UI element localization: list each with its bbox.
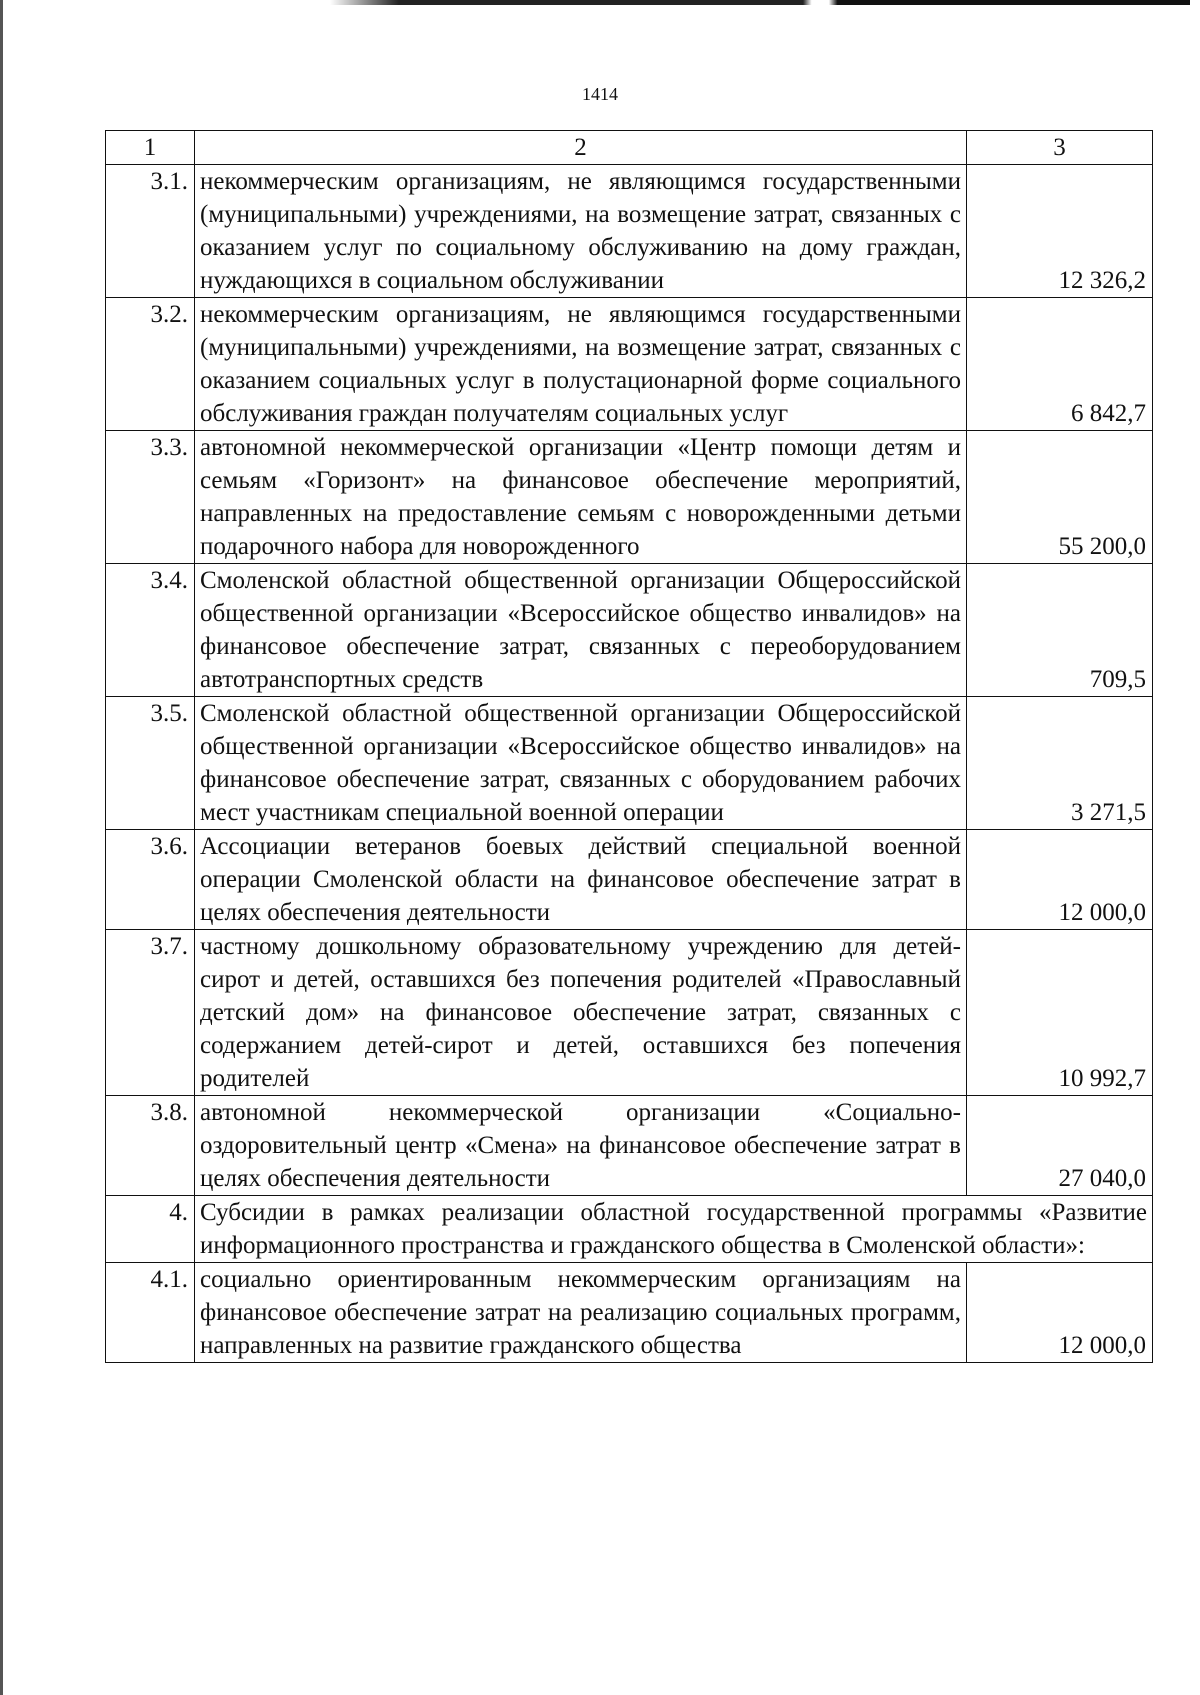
row-number: 3.8. [106,1096,195,1196]
scan-left-border [0,0,3,1695]
row-description: автономной некоммерческой организации «Центр помощи детям и семьям «Горизонт» на финансовое обеспечение мероприятий, направленных на предоставление семьям с новорожденными детьми подарочного набора для новорожденного [195,431,967,564]
row-amount: 12 326,2 [967,165,1153,298]
row-number: 4.1. [106,1263,195,1363]
row-description: Смоленской областной общественной организации Общероссийской общественной организации «Всероссийское общество инвалидов» на финансовое обеспечение затрат, связанных с переоборудованием автотранспортных средств [195,564,967,697]
column-header-2: 2 [195,131,967,165]
table-row [106,1096,1153,1196]
section-number: 4. [106,1196,195,1263]
table-row [106,697,1153,830]
row-description: некоммерческим организациям, не являющимся государственными (муниципальными) учреждениями, на возмещение затрат, связанных с оказанием социальных услуг в полустационарной форме социального обслуживания граждан получателям социальных услуг [195,298,967,431]
row-amount: 12 000,0 [967,830,1153,930]
row-description: частному дошкольному образовательному учреждению для детей-сирот и детей, оставшихся без попечения родителей «Православный детский дом» на финансовое обеспечение затрат, связанных с содержанием детей-сирот и детей, оставшихся без попечения родителей [195,930,967,1096]
row-description: Ассоциации ветеранов боевых действий специальной военной операции Смоленской области на финансовое обеспечение затрат в целях обеспечения деятельности [195,830,967,930]
table-row [106,298,1153,431]
table-section-row [106,1196,1153,1263]
scan-edge-line [330,0,1190,5]
section-description: Субсидии в рамках реализации областной государственной программы «Развитие информационного пространства и гражданского общества в Смоленской области»: [195,1196,1153,1263]
table-row [106,431,1153,564]
table-header-row [106,131,1153,165]
row-number: 3.6. [106,830,195,930]
row-amount: 10 992,7 [967,930,1153,1096]
row-amount: 55 200,0 [967,431,1153,564]
row-number: 3.2. [106,298,195,431]
page-number: 1414 [582,84,618,104]
row-description: некоммерческим организациям, не являющимся государственными (муниципальными) учреждениями, на возмещение затрат, связанных с оказанием услуг по социальному обслуживанию на дому граждан, нуждающихся в социальном обслуживании [195,165,967,298]
table-row [106,564,1153,697]
table-row [106,830,1153,930]
table-row [106,165,1153,298]
row-amount: 27 040,0 [967,1096,1153,1196]
row-amount: 6 842,7 [967,298,1153,431]
row-number: 3.5. [106,697,195,830]
row-number: 3.3. [106,431,195,564]
table-row [106,930,1153,1096]
row-description: Смоленской областной общественной организации Общероссийской общественной организации «Всероссийское общество инвалидов» на финансовое обеспечение затрат, связанных с оборудованием рабочих мест участникам специальной военной операции [195,697,967,830]
column-header-1: 1 [106,131,195,165]
row-number: 3.4. [106,564,195,697]
row-description: автономной некоммерческой организации «Социально-оздоровительный центр «Смена» на финансовое обеспечение затрат в целях обеспечения деятельности [195,1096,967,1196]
table-row [106,1263,1153,1363]
subsidy-table [105,130,1153,1363]
row-number: 3.7. [106,930,195,1096]
row-amount: 709,5 [967,564,1153,697]
row-description: социально ориентированным некоммерческим организациям на финансовое обеспечение затрат на реализацию социальных программ, направленных на развитие гражданского общества [195,1263,967,1363]
row-amount: 3 271,5 [967,697,1153,830]
column-header-3: 3 [967,131,1153,165]
row-amount: 12 000,0 [967,1263,1153,1363]
row-number: 3.1. [106,165,195,298]
